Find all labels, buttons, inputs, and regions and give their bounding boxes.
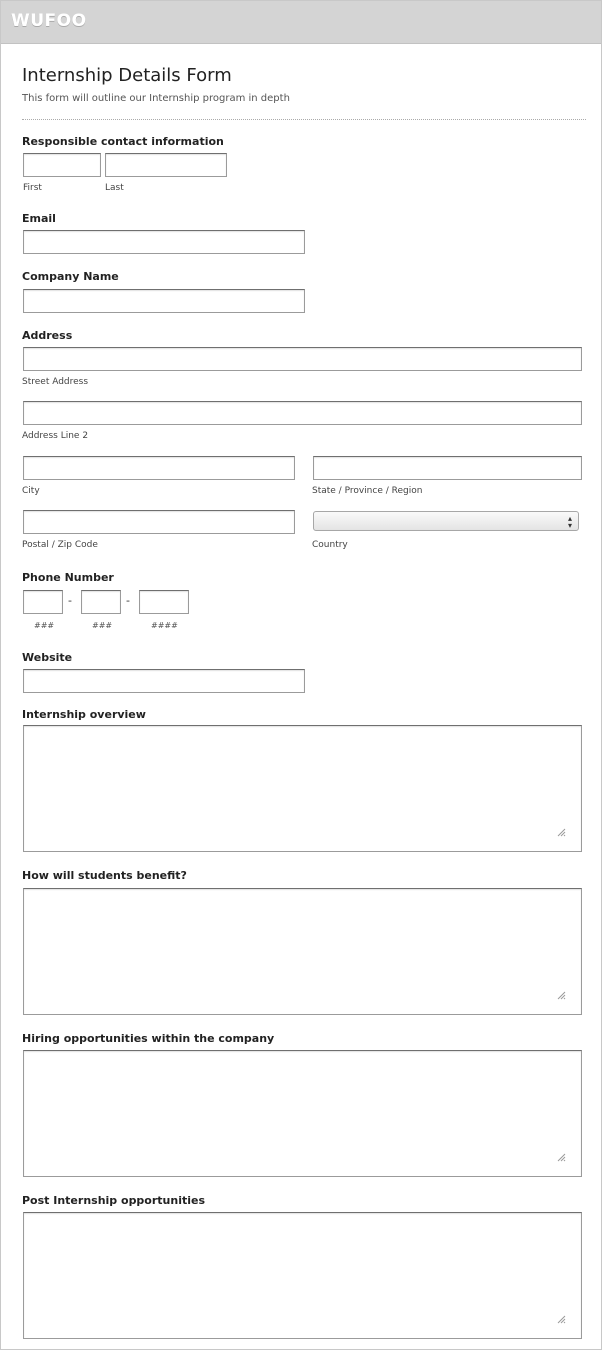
website-input[interactable] bbox=[23, 669, 305, 693]
email-input[interactable] bbox=[23, 230, 305, 254]
hiring-opportunities-label: Hiring opportunities within the company bbox=[22, 1032, 275, 1045]
address-line2-sublabel: Address Line 2 bbox=[22, 431, 89, 441]
phone-area-code-input[interactable] bbox=[23, 590, 63, 614]
address-line2-input[interactable] bbox=[23, 401, 582, 425]
resize-grip-icon[interactable] bbox=[556, 1314, 566, 1324]
header-separator bbox=[22, 119, 586, 120]
state-input[interactable] bbox=[313, 456, 582, 480]
city-sublabel: City bbox=[22, 486, 40, 496]
phone-line-number-hint: #### bbox=[151, 621, 178, 630]
resize-grip-icon[interactable] bbox=[556, 827, 566, 837]
phone-dash-2: - bbox=[126, 594, 130, 607]
phone-line-number-input[interactable] bbox=[139, 590, 189, 614]
company-name-input[interactable] bbox=[23, 289, 305, 313]
country-sublabel: Country bbox=[312, 540, 348, 550]
phone-number-label: Phone Number bbox=[22, 571, 114, 584]
last-name-sublabel: Last bbox=[105, 183, 124, 193]
phone-prefix-input[interactable] bbox=[81, 590, 121, 614]
hiring-opportunities-textarea[interactable] bbox=[23, 1050, 582, 1177]
zip-code-input[interactable] bbox=[23, 510, 295, 534]
first-name-input[interactable] bbox=[23, 153, 101, 177]
form-description: This form will outline our Internship program in depth bbox=[22, 93, 290, 104]
first-name-sublabel: First bbox=[23, 183, 42, 193]
street-address-input[interactable] bbox=[23, 347, 582, 371]
state-sublabel: State / Province / Region bbox=[312, 486, 423, 496]
street-address-sublabel: Street Address bbox=[22, 377, 89, 387]
post-internship-label: Post Internship opportunities bbox=[22, 1194, 206, 1207]
form-title: Internship Details Form bbox=[22, 65, 232, 86]
email-label: Email bbox=[22, 212, 56, 225]
company-name-label: Company Name bbox=[22, 270, 119, 283]
select-arrows-icon: ▴ ▾ bbox=[567, 514, 572, 530]
student-benefit-textarea[interactable] bbox=[23, 888, 582, 1015]
zip-code-sublabel: Postal / Zip Code bbox=[22, 540, 98, 550]
student-benefit-label: How will students benefit? bbox=[22, 869, 187, 882]
last-name-input[interactable] bbox=[105, 153, 227, 177]
contact-label: Responsible contact information bbox=[22, 135, 224, 148]
phone-area-code-hint: ### bbox=[34, 621, 55, 630]
wufoo-logo: WUFOO bbox=[11, 11, 87, 31]
phone-dash-1: - bbox=[68, 594, 72, 607]
top-bar bbox=[1, 1, 601, 44]
resize-grip-icon[interactable] bbox=[556, 990, 566, 1000]
address-label: Address bbox=[22, 329, 73, 342]
website-label: Website bbox=[22, 651, 73, 664]
internship-overview-textarea[interactable] bbox=[23, 725, 582, 852]
phone-prefix-hint: ### bbox=[92, 621, 113, 630]
post-internship-textarea[interactable] bbox=[23, 1212, 582, 1339]
resize-grip-icon[interactable] bbox=[556, 1152, 566, 1162]
city-input[interactable] bbox=[23, 456, 295, 480]
internship-overview-label: Internship overview bbox=[22, 708, 146, 721]
country-select[interactable] bbox=[313, 511, 579, 531]
